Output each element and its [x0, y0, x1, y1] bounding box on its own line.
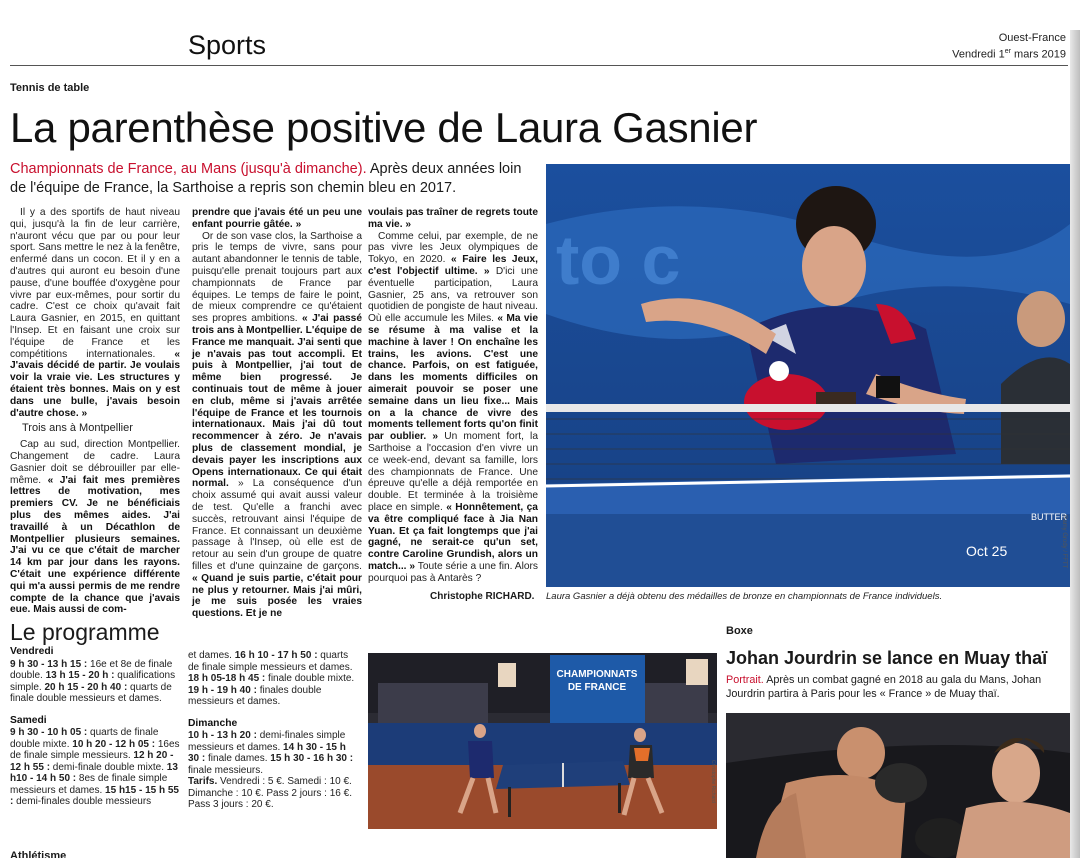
- day-vendredi: Vendredi: [10, 646, 54, 657]
- programme-photo-credit: Christophe Richard: [710, 760, 716, 803]
- boxe-photo: [726, 713, 1070, 858]
- article-column-2: prendre que j'avais été un peu une enfant pourrie gâtée. » Or de son vase clos, la Sarthoise a pris le temps de vivre, sans pour autant abandonner le tennis de table, puisqu'elle prenait toujours part aux championnats de France par équipes. Le temps de faire le point, de mieux comprendre ce qu'étaient ses propres ambitions. « J'ai passé trois ans à Montpellier. L'équipe de France me manquait. J'ai senti que je n'avais pas tout accompli. Et puis à Montpellier, j'ai tout de même bien progressé. Je continuais tout de même à jouer en club, même si j'avais arrêtée l'équipe de France et les tournois internationaux. Mais j'ai dû tout recommencer à zéro. Je n'avais plus de classement mondial, je devais payer les inscriptions aux Opens internationaux. Ce qui était normal. » La conséquence d'un choix assumé qui avait aussi valeur de test. Qu'elle a franchi avec succès, retrouvant ainsi l'équipe de France. Et connaissant un deuxième passage à l'Insep, où elle est de retour au sein d'un groupe de quatre filles et d'une quinzaine de garçons. « Quand je suis partie, c'était pour ne plus y retourner. Mais j'ai mûri, je me suis posée les vraies questions. Et je ne: [192, 207, 362, 620]
- article-column-1: Il y a des sportifs de haut niveau qui, jusqu'à la fin de leur carrière, n'auront vécu que par ou pour leur sport. Sans mettre le nez à la fenêtre, enfermé dans un cocon. Et il y en a d'autres qui auront eu besoin d'une pause, d'une bouffée d'oxygène pour vivre par eux-mêmes, pour sortir du cadre. C'est ce choix qu'avait fait Laura Gasnier, en 2015, en quittant l'Insep. Et en faisant une croix sur l'équipe de France et les compétitions internationales. « J'avais décidé de partir. Je voulais voir la vraie vie. Les structures y étaient très bonnes. Mais on y est dans une bulle, j'avais besoin d'autre chose. » Trois ans à Montpellier Cap au sud, direction Montpellier. Changement de cadre. Laura Gasnier doit se débrouiller par elle-même. « J'ai fait mes premières lettres de motivation, mes premiers CV. Je ne bénéficiais plus des mêmes aides. J'ai travaillé à un Décathlon de Montpellier plusieurs semaines. J'ai vu ce que c'était de marcher 14 km par jour dans les rayons. C'était une expérience différente qui m'a aussi permis de me rendre compte de la chance que j'avais eue. Mais aussi de com-: [10, 207, 181, 616]
- boxe-lead: Portrait. Après un combat gagné en 2018 au gala du Mans, Johan Jourdrin partira à Paris pour les « France » de Muay thaï.: [726, 674, 1042, 700]
- photo-sponsor-1: Oct 25: [966, 543, 1008, 559]
- arena-photo: [368, 653, 717, 829]
- publication-date: Vendredi 1er mars 2019: [952, 48, 1066, 61]
- photo-sponsor-2: BUTTER: [1031, 512, 1067, 522]
- programme-column-1: Vendredi 9 h 30 - 13 h 15 : 16e et 8e de finale double. 13 h 15 - 20 h : qualifications simple. 20 h 15 - 20 h 40 : quarts de finale double messieurs et dames. Samedi 9 h 30 - 10 h 05 : quarts de finale double mixte. 10 h 20 - 12 h 05 : 16es de finale simple messieurs. 12 h 20 - 12 h 55 : demi-finale double mixte. 13 h10 - 14 h 50 : 8es de finale simple messieurs et dames. 15 h15 - 15 h 55 : demi-finales double messieurs: [10, 646, 182, 808]
- main-photo: [546, 164, 1070, 587]
- article-lead: [10, 160, 540, 198]
- photo-caption: Laura Gasnier a déjà obtenu des médailles de bronze en championnats de France individuels.: [546, 591, 943, 602]
- banner-line-1: CHAMPIONNATS: [556, 669, 638, 680]
- source-date: [952, 32, 1066, 62]
- banner-line-2: DE FRANCE: [567, 682, 627, 693]
- lead-text: Après deux années loin de l'équipe de France, la Sarthoise a repris son chemin bleu en 2017.: [10, 161, 522, 196]
- byline: Christophe RICHARD.: [430, 591, 535, 602]
- section-name: Sports: [188, 30, 267, 60]
- article-kicker: Tennis de table: [10, 82, 90, 94]
- article-headline: La parenthèse positive de Laura Gasnier: [10, 104, 758, 151]
- programme-photo: [368, 653, 717, 829]
- programme-title: Le programme: [10, 619, 160, 645]
- day-samedi: Samedi: [10, 714, 47, 726]
- svg-text:to c: to c: [556, 221, 681, 299]
- boxe-headline: Johan Jourdrin se lance en Muay thaï: [726, 648, 1048, 668]
- next-article-kicker: Athlétisme: [10, 850, 67, 858]
- programme-column-2: et dames. 16 h 10 - 17 h 50 : quarts de finale simple messieurs et dames. 18 h 05-18 h 45 : finale double mixte. 19 h - 19 h 40 : finales double messieurs et dames. Dimanche 10 h - 13 h 20 : demi-finales simple messieurs et dames. 14 h 30 - 15 h 30 : finale dames. 15 h 30 - 16 h 30 : finale messieurs. Tarifs. Vendredi : 5 €. Samedi : 10 €. Dimanche : 10 €. Pass 2 jours : 16 €. Pass 3 jours : 20 €.: [188, 650, 358, 811]
- boxe-kicker: Boxe: [726, 625, 753, 637]
- newspaper-name: Ouest-France: [998, 32, 1066, 44]
- day-dimanche: Dimanche: [188, 717, 238, 729]
- table-tennis-photo: [546, 164, 1070, 587]
- article-column-3: voulais pas traîner de regrets toute ma vie. » Comme celui, par exemple, de ne pas vivre les Jeux olympiques de Tokyo, en 2020. « Faire les Jeux, c'est l'objectif ultime. » D'ici une éventuelle participation, Laura Gasnier, 25 ans, va retrouver son quotidien de pongiste de haut niveau. Où elle accumule les Miles. « Ma vie se résume à ma valise et la machine à laver ! On enchaîne les trains, les avions. C'est une chance. Parfois, on est fatiguée, dans les moments difficiles on aimerait pouvoir se poser une semaine dans un lieu fixe... Mais on a la chance de vivre des moments tellement forts qu'on finit par oublier. » Un moment fort, la Sarthoise a l'occasion d'en vivre un ce week-end, devant sa famille, lors des championnats de France. Une épreuve qu'elle a déjà remportée en double. Et terminée à la troisième place en simple. « Honnêtement, ça va être compliqué face à Jia Nan Yuan. Et ça fait longtemps que j'ai gagné, ne serait-ce qu'un set, contre Caroline Grundish, alors un match... » Toute série a une fin. Alors pourquoi pas à Antarès ?: [368, 207, 539, 584]
- boxing-photo: [726, 713, 1070, 858]
- photo-credit: Ramy Grody / FFTT: [1061, 515, 1067, 569]
- header-rule: [10, 65, 1068, 66]
- page-edge: [1070, 30, 1080, 858]
- article-subhead: Trois ans à Montpellier: [22, 422, 133, 435]
- lead-red: Championnats de France, au Mans (jusqu'à dimanche).: [10, 161, 367, 177]
